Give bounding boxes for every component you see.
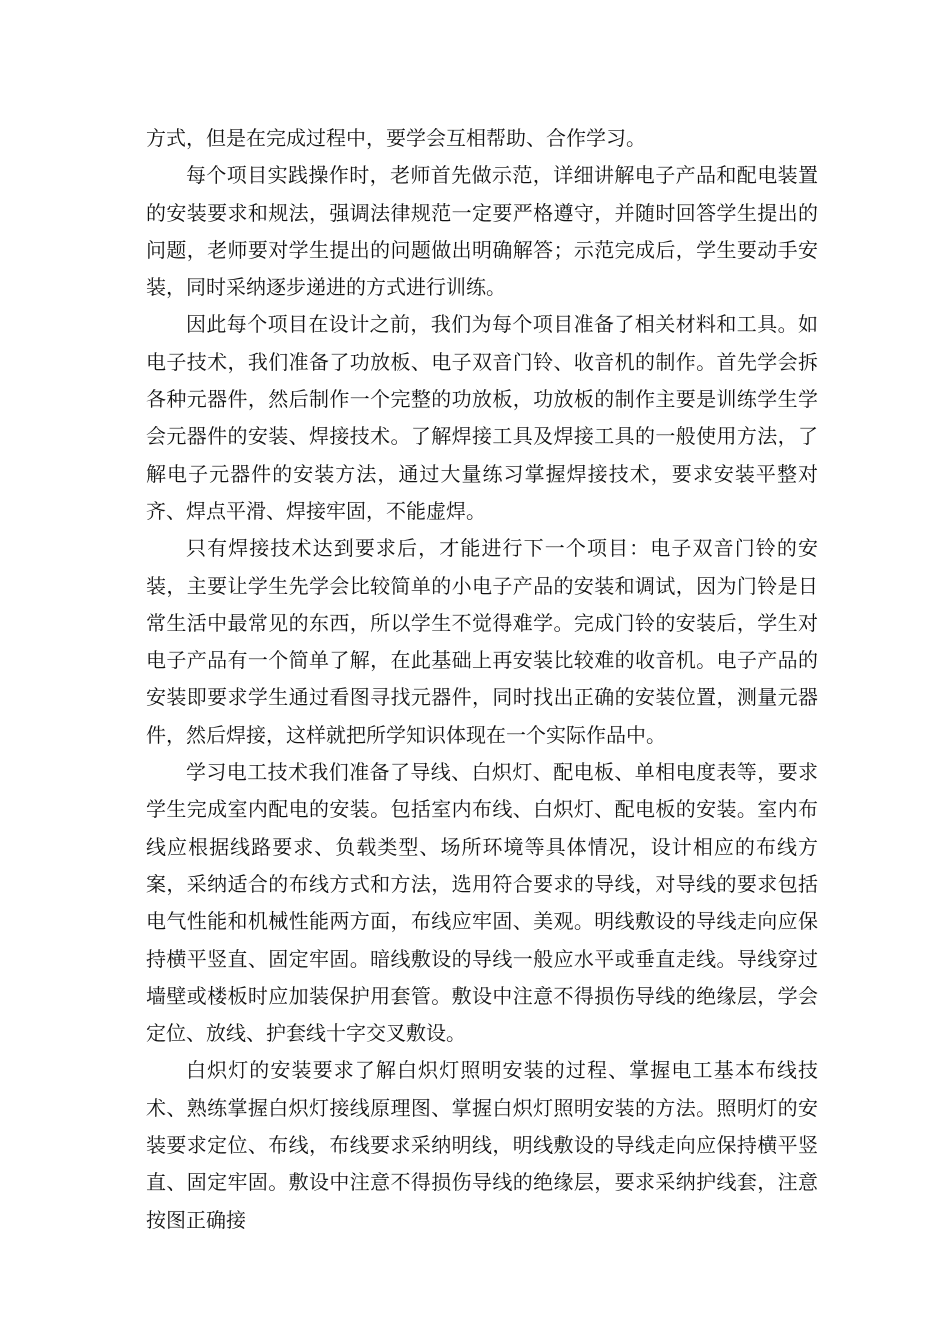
- document-body: [146, 120, 818, 1239]
- paragraph-continued: 方式，但是在完成过程中，要学会互相帮助、合作学习。: [146, 126, 646, 150]
- paragraph-demonstration: 每个项目实践操作时，老师首先做示范，详细讲解电子产品和配电装置的安装要求和规法，强调法律规范一定要严格遵守，并随时回答学生提出的问题，老师要对学生提出的问题做出明确解答；示范完成后，学生要动手安装，同时采纳逐步递进的方式进行训练。: [146, 163, 818, 300]
- paragraph-incandescent-lamp: 白炽灯的安装要求了解白炽灯照明安装的过程、掌握电工基本布线技术、熟练掌握白炽灯接线原理图、掌握白炽灯照明安装的方法。照明灯的安装要求定位、布线，布线要求采纳明线，明线敷设的导线走向应保持横平竖直、固定牢固。敷设中注意不得损伤导线的绝缘层，要求采纳护线套，注意按图正确接: [146, 1058, 818, 1232]
- paragraph-electrical-wiring: 学习电工技术我们准备了导线、白炽灯、配电板、单相电度表等，要求学生完成室内配电的安装。包括室内布线、白炽灯、配电板的安装。室内布线应根据线路要求、负载类型、场所环境等具体情况，设计相应的布线方案，采纳适合的布线方式和方法，选用符合要求的导线，对导线的要求包括电气性能和机械性能两方面，布线应牢固、美观。明线敷设的导线走向应保持横平竖直、固定牢固。暗线敷设的导线一般应水平或垂直走线。导线穿过墙壁或楼板时应加装保护用套管。敷设中注意不得损伤导线的绝缘层，学会定位、放线、护套线十字交叉敷设。: [146, 760, 818, 1046]
- paragraph-materials: 因此每个项目在设计之前，我们为每个项目准备了相关材料和工具。如电子技术，我们准备了功放板、电子双音门铃、收音机的制作。首先学会拆各种元器件，然后制作一个完整的功放板，功放板的制作主要是训练学生学会元器件的安装、焊接技术。了解焊接工具及焊接工具的一般使用方法，了解电子元器件的安装方法，通过大量练习掌握焊接技术，要求安装平整对齐、焊点平滑、焊接牢固，不能虚焊。: [146, 312, 818, 523]
- paragraph-doorbell: 只有焊接技术达到要求后，才能进行下一个项目：电子双音门铃的安装，主要让学生先学会比较简单的小电子产品的安装和调试，因为门铃是日常生活中最常见的东西，所以学生不觉得难学。完成门铃的安装后，学生对电子产品有一个简单了解，在此基础上再安装比较难的收音机。电子产品的安装即要求学生通过看图寻找元器件，同时找出正确的安装位置，测量元器件，然后焊接，这样就把所学知识体现在一个实际作品中。: [146, 536, 818, 747]
